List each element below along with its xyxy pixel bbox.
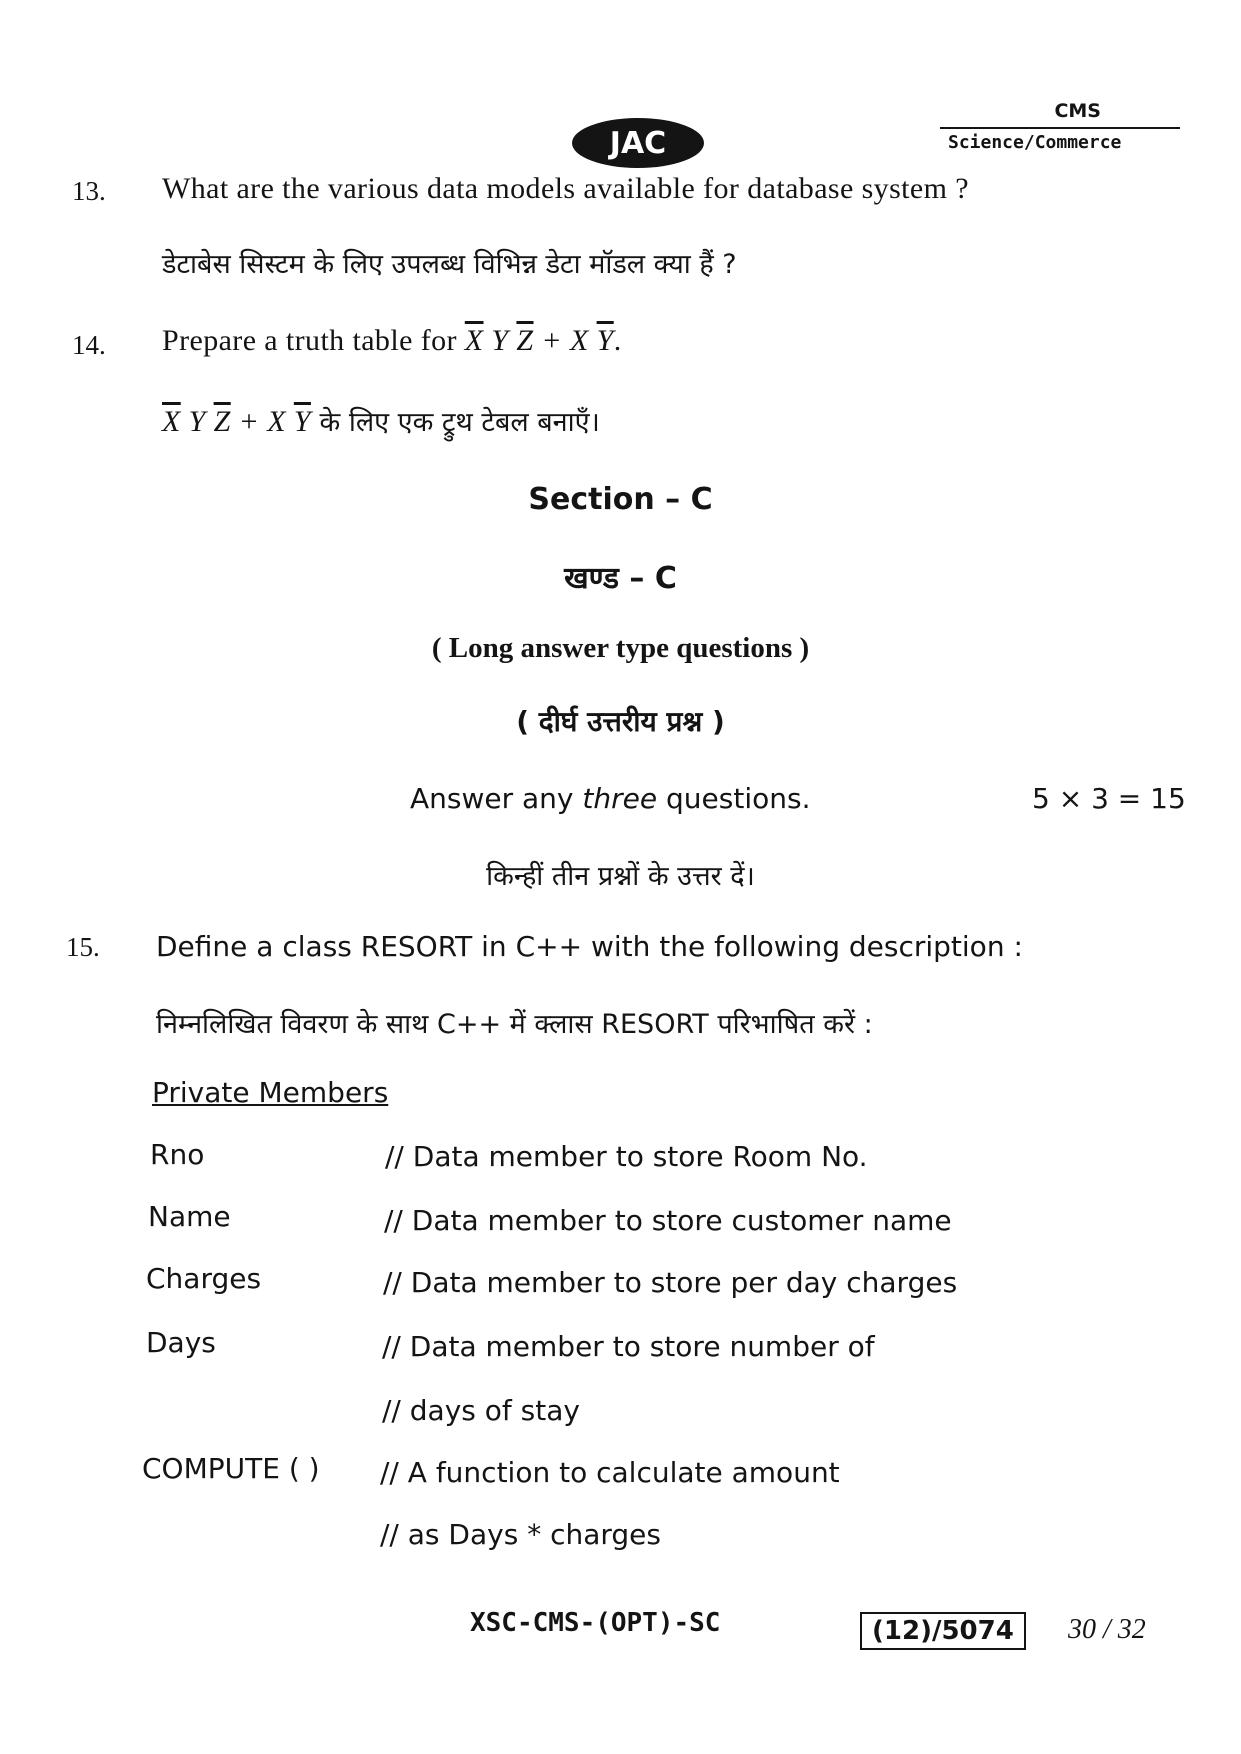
expr-y-hi: Y xyxy=(188,405,206,438)
section-title-en: Section – C xyxy=(528,482,713,517)
member-comment: // A function to calculate amount xyxy=(380,1456,840,1489)
instruction-emphasis: three xyxy=(582,782,658,815)
marks-scheme: 5 × 3 = 15 xyxy=(1032,782,1186,815)
member-name: Rno xyxy=(150,1138,205,1171)
expr-y-bar: $\overline{Y}$ xyxy=(596,324,614,357)
stream-label: Science/Commerce xyxy=(948,132,1122,153)
expr-z-bar: $\overline{Z}$ xyxy=(516,324,534,357)
logo-text: JAC xyxy=(609,125,667,161)
expr-x: X xyxy=(569,324,589,357)
expr-plus: + xyxy=(541,324,563,357)
expr-x-bar: $\overline{X}$ xyxy=(464,324,484,357)
member-name: COMPUTE ( ) xyxy=(142,1452,320,1485)
member-name: Name xyxy=(148,1200,231,1233)
expr-z-bar-hi: $\overline{Z}$ xyxy=(213,405,231,438)
q15-number: 15. xyxy=(66,932,100,962)
q13-text-hi: डेटाबेस सिस्टम के लिए उपलब्ध विभिन्न डेटा मॉडल क्या हैं ? xyxy=(162,249,737,280)
q13-number: 13. xyxy=(72,176,106,206)
boolean-expression-hi xyxy=(162,405,311,438)
q15-text-hi: निम्नलिखित विवरण के साथ C++ में क्लास RESORT परिभाषित करें : xyxy=(156,1009,873,1040)
subject-code: CMS xyxy=(1054,100,1101,122)
q14-number: 14. xyxy=(72,330,106,360)
member-comment: // as Days * charges xyxy=(380,1518,661,1551)
q14-hi-suffix: के लिए एक ट्रुथ टेबल बनाएँ। xyxy=(319,407,600,438)
instruction-hi: किन्हीं तीन प्रश्नों के उत्तर दें। xyxy=(486,861,755,892)
q14-text-en xyxy=(162,324,622,358)
member-name: Days xyxy=(146,1326,216,1359)
member-name: Charges xyxy=(146,1262,262,1295)
q14-prefix: Prepare a truth table for xyxy=(162,324,457,357)
member-comment: // Data member to store per day charges xyxy=(383,1266,958,1299)
instruction-part2: questions. xyxy=(666,782,811,815)
q14-text-hi xyxy=(162,402,600,439)
instruction-part1: Answer any xyxy=(410,782,574,815)
expr-x-hi: X xyxy=(267,405,286,438)
member-comment: // Data member to store Room No. xyxy=(385,1140,868,1173)
boolean-expression xyxy=(465,324,614,357)
section-title-hi: खण्ड – C xyxy=(564,561,677,596)
q15-text-en: Define a class RESORT in C++ with the following description : xyxy=(156,930,1023,963)
jac-logo xyxy=(572,118,704,168)
instruction-en xyxy=(410,782,811,815)
expr-y-bar-hi: $\overline{Y}$ xyxy=(293,405,311,438)
expr-x-bar-hi: $\overline{X}$ xyxy=(162,405,181,438)
section-type-hi: ( दीर्घ उत्तरीय प्रश्न ) xyxy=(516,705,725,738)
paper-number-box: (12)/5074 xyxy=(860,1612,1026,1650)
member-comment: // Data member to store customer name xyxy=(384,1204,952,1237)
page-number: 30 / 32 xyxy=(1068,1614,1146,1645)
member-comment: // days of stay xyxy=(382,1394,580,1427)
paper-code: XSC-CMS-(OPT)-SC xyxy=(470,1608,721,1638)
q14-suffix: . xyxy=(613,324,622,357)
header-divider xyxy=(940,127,1180,129)
private-members-heading: Private Members xyxy=(152,1076,389,1109)
q13-text-en: What are the various data models available for database system ? xyxy=(162,172,969,205)
section-type-en: ( Long answer type questions ) xyxy=(431,632,810,664)
expr-y: Y xyxy=(491,324,509,357)
member-comment: // Data member to store number of xyxy=(382,1330,875,1363)
expr-plus-hi: + xyxy=(238,405,260,438)
